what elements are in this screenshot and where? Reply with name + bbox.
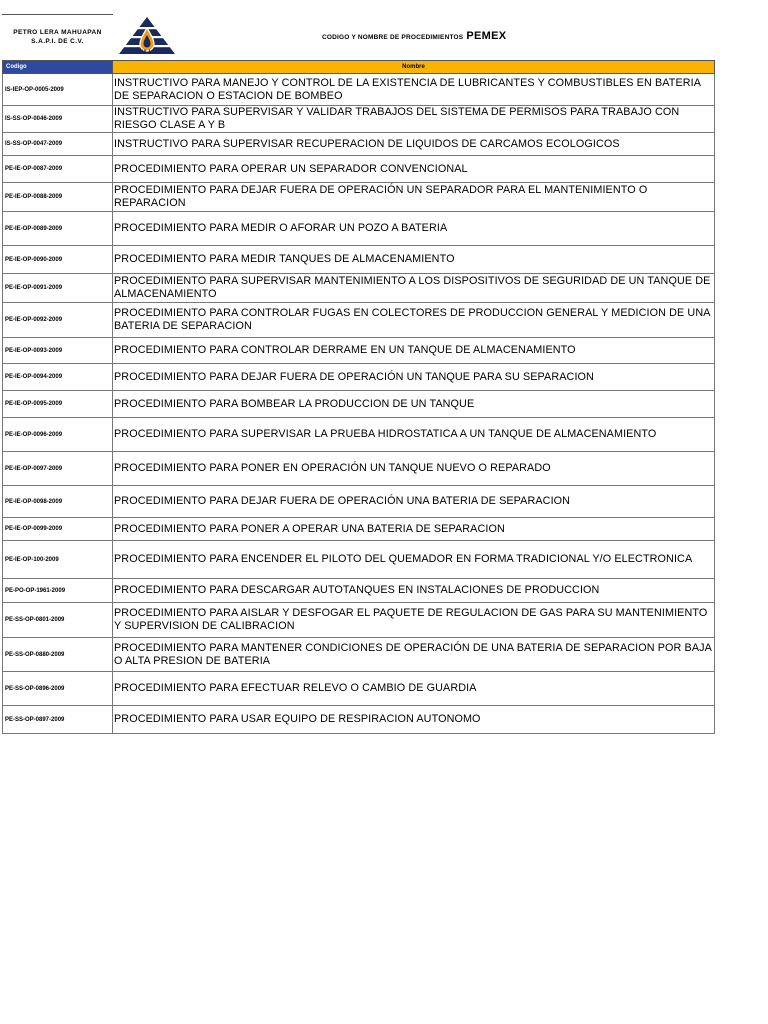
document-title-prefix: CODIGO Y NOMBRE DE PROCEDIMIENTOS [322,34,464,41]
procedure-code-cell: PE-IE-OP-0092-2009 [3,303,113,338]
logo-text: PEMISA [127,50,166,56]
procedure-code-cell: PE-IE-OP-0093-2009 [3,338,113,364]
procedure-code-cell: IS-SS-OP-0047-2009 [3,133,113,156]
procedure-code-cell: PE-IE-OP-0091-2009 [3,274,113,303]
table-row [3,518,715,541]
procedure-name-cell: PROCEDIMIENTO PARA ENCENDER EL PILOTO DEL QUEMADOR EN FORMA TRADICIONAL Y/O ELECTRONICA [113,541,715,579]
procedure-name-cell: INSTRUCTIVO PARA SUPERVISAR RECUPERACION DE LIQUIDOS DE CARCAMOS ECOLOGICOS [113,133,715,156]
table-row [3,706,715,734]
procedure-name-cell: PROCEDIMIENTO PARA CONTROLAR FUGAS EN COLECTORES DE PRODUCCION GENERAL Y MEDICION DE UNA BATERIA DE SEPARACION [113,303,715,338]
procedure-code-cell: IS-IEP-OP-0005-2009 [3,74,113,106]
table-row [3,74,715,106]
column-header-name: Nombre [113,61,715,74]
table-row [3,274,715,303]
procedure-name-cell: PROCEDIMIENTO PARA OPERAR UN SEPARADOR CONVENCIONAL [113,156,715,183]
procedure-name-cell: PROCEDIMIENTO PARA CONTROLAR DERRAME EN UN TANQUE DE ALMACENAMIENTO [113,338,715,364]
procedure-name-cell: PROCEDIMIENTO PARA DEJAR FUERA DE OPERACIÓN UN TANQUE PARA SU SEPARACION [113,364,715,391]
table-row [3,156,715,183]
header-rule [2,14,113,15]
procedure-name-cell: PROCEDIMIENTO PARA USAR EQUIPO DE RESPIRACION AUTONOMO [113,706,715,734]
document-title [322,30,506,42]
procedure-code-cell: PE-IE-OP-0097-2009 [3,452,113,486]
table-row [3,106,715,133]
company-name-line2: S.A.P.I. DE C.V. [31,38,84,45]
table-row [3,672,715,706]
table-row [3,579,715,603]
table-row [3,212,715,246]
procedure-code-cell: PE-IE-OP-0099-2009 [3,518,113,541]
procedure-name-cell: PROCEDIMIENTO PARA EFECTUAR RELEVO O CAMBIO DE GUARDIA [113,672,715,706]
table-row [3,303,715,338]
procedure-code-cell: PE-IE-OP-0096-2009 [3,418,113,452]
procedure-name-cell: PROCEDIMIENTO PARA DESCARGAR AUTOTANQUES EN INSTALACIONES DE PRODUCCION [113,579,715,603]
procedure-code-cell: PE-SS-OP-0896-2009 [3,672,113,706]
table-row [3,418,715,452]
procedure-code-cell: PE-SS-OP-0880-2009 [3,638,113,672]
procedure-name-cell: PROCEDIMIENTO PARA SUPERVISAR MANTENIMIENTO A LOS DISPOSITIVOS DE SEGURIDAD DE UN TANQUE DE ALMACENAMIENTO [113,274,715,303]
procedure-name-cell: PROCEDIMIENTO PARA AISLAR Y DESFOGAR EL PAQUETE DE REGULACION DE GAS PARA SU MANTENIMIENTO Y SUPERVISION DE CALIBRACION [113,603,715,638]
procedure-code-cell: PE-IE-OP-0098-2009 [3,486,113,518]
column-header-code: Codigo [3,61,113,74]
procedure-name-cell: INSTRUCTIVO PARA SUPERVISAR Y VALIDAR TRABAJOS DEL SISTEMA DE PERMISOS PARA TRABAJO CON RIESGO CLASE A Y B [113,106,715,133]
table-row [3,541,715,579]
company-name-line1: PETRO LERA MAHUAPAN [13,29,102,36]
table-row [3,452,715,486]
procedure-code-cell: PE-SS-OP-0897-2009 [3,706,113,734]
table-row [3,338,715,364]
procedure-name-cell: INSTRUCTIVO PARA MANEJO Y CONTROL DE LA EXISTENCIA DE LUBRICANTES Y COMBUSTIBLES EN BATERIA DE SEPARACION O ESTACION DE BOMBEO [113,74,715,106]
table-row [3,603,715,638]
procedure-name-cell: PROCEDIMIENTO PARA MEDIR TANQUES DE ALMACENAMIENTO [113,246,715,274]
company-name [2,28,113,46]
table-row [3,391,715,418]
procedure-name-cell: PROCEDIMIENTO PARA MEDIR O AFORAR UN POZO A BATERIA [113,212,715,246]
procedure-name-cell: PROCEDIMIENTO PARA DEJAR FUERA DE OPERACIÓN UNA BATERIA DE SEPARACION [113,486,715,518]
procedure-code-cell: IS-SS-OP-0046-2009 [3,106,113,133]
table-row [3,486,715,518]
procedure-code-cell: PE-IE-OP-0089-2009 [3,212,113,246]
procedure-name-cell: PROCEDIMIENTO PARA PONER EN OPERACIÓN UN TANQUE NUEVO O REPARADO [113,452,715,486]
procedures-table [2,60,715,734]
procedure-code-cell: PE-IE-OP-0090-2009 [3,246,113,274]
procedure-name-cell: PROCEDIMIENTO PARA BOMBEAR LA PRODUCCION DE UN TANQUE [113,391,715,418]
table-row [3,133,715,156]
procedure-code-cell: PE-IE-OP-0088-2009 [3,183,113,212]
table-row [3,638,715,672]
table-row [3,364,715,391]
procedure-code-cell: PE-SS-OP-0801-2009 [3,603,113,638]
procedure-name-cell: PROCEDIMIENTO PARA PONER A OPERAR UNA BATERIA DE SEPARACION [113,518,715,541]
document-title-brand: PEMEX [466,30,507,42]
procedure-code-cell: PE-PO-OP-1961-2009 [3,579,113,603]
table-row [3,246,715,274]
procedure-name-cell: PROCEDIMIENTO PARA MANTENER CONDICIONES DE OPERACIÓN DE UNA BATERIA DE SEPARACION POR BAJA O ALTA PRESION DE BATERIA [113,638,715,672]
procedure-code-cell: PE-IE-OP-100-2009 [3,541,113,579]
procedure-name-cell: PROCEDIMIENTO PARA SUPERVISAR LA PRUEBA HIDROSTATICA A UN TANQUE DE ALMACENAMIENTO [113,418,715,452]
table-row [3,183,715,212]
table-header-row [3,61,715,74]
procedure-code-cell: PE-IE-OP-0087-2009 [3,156,113,183]
procedure-code-cell: PE-IE-OP-0095-2009 [3,391,113,418]
procedure-name-cell: PROCEDIMIENTO PARA DEJAR FUERA DE OPERACIÓN UN SEPARADOR PARA EL MANTENIMIENTO O REPARACION [113,183,715,212]
procedure-code-cell: PE-IE-OP-0094-2009 [3,364,113,391]
